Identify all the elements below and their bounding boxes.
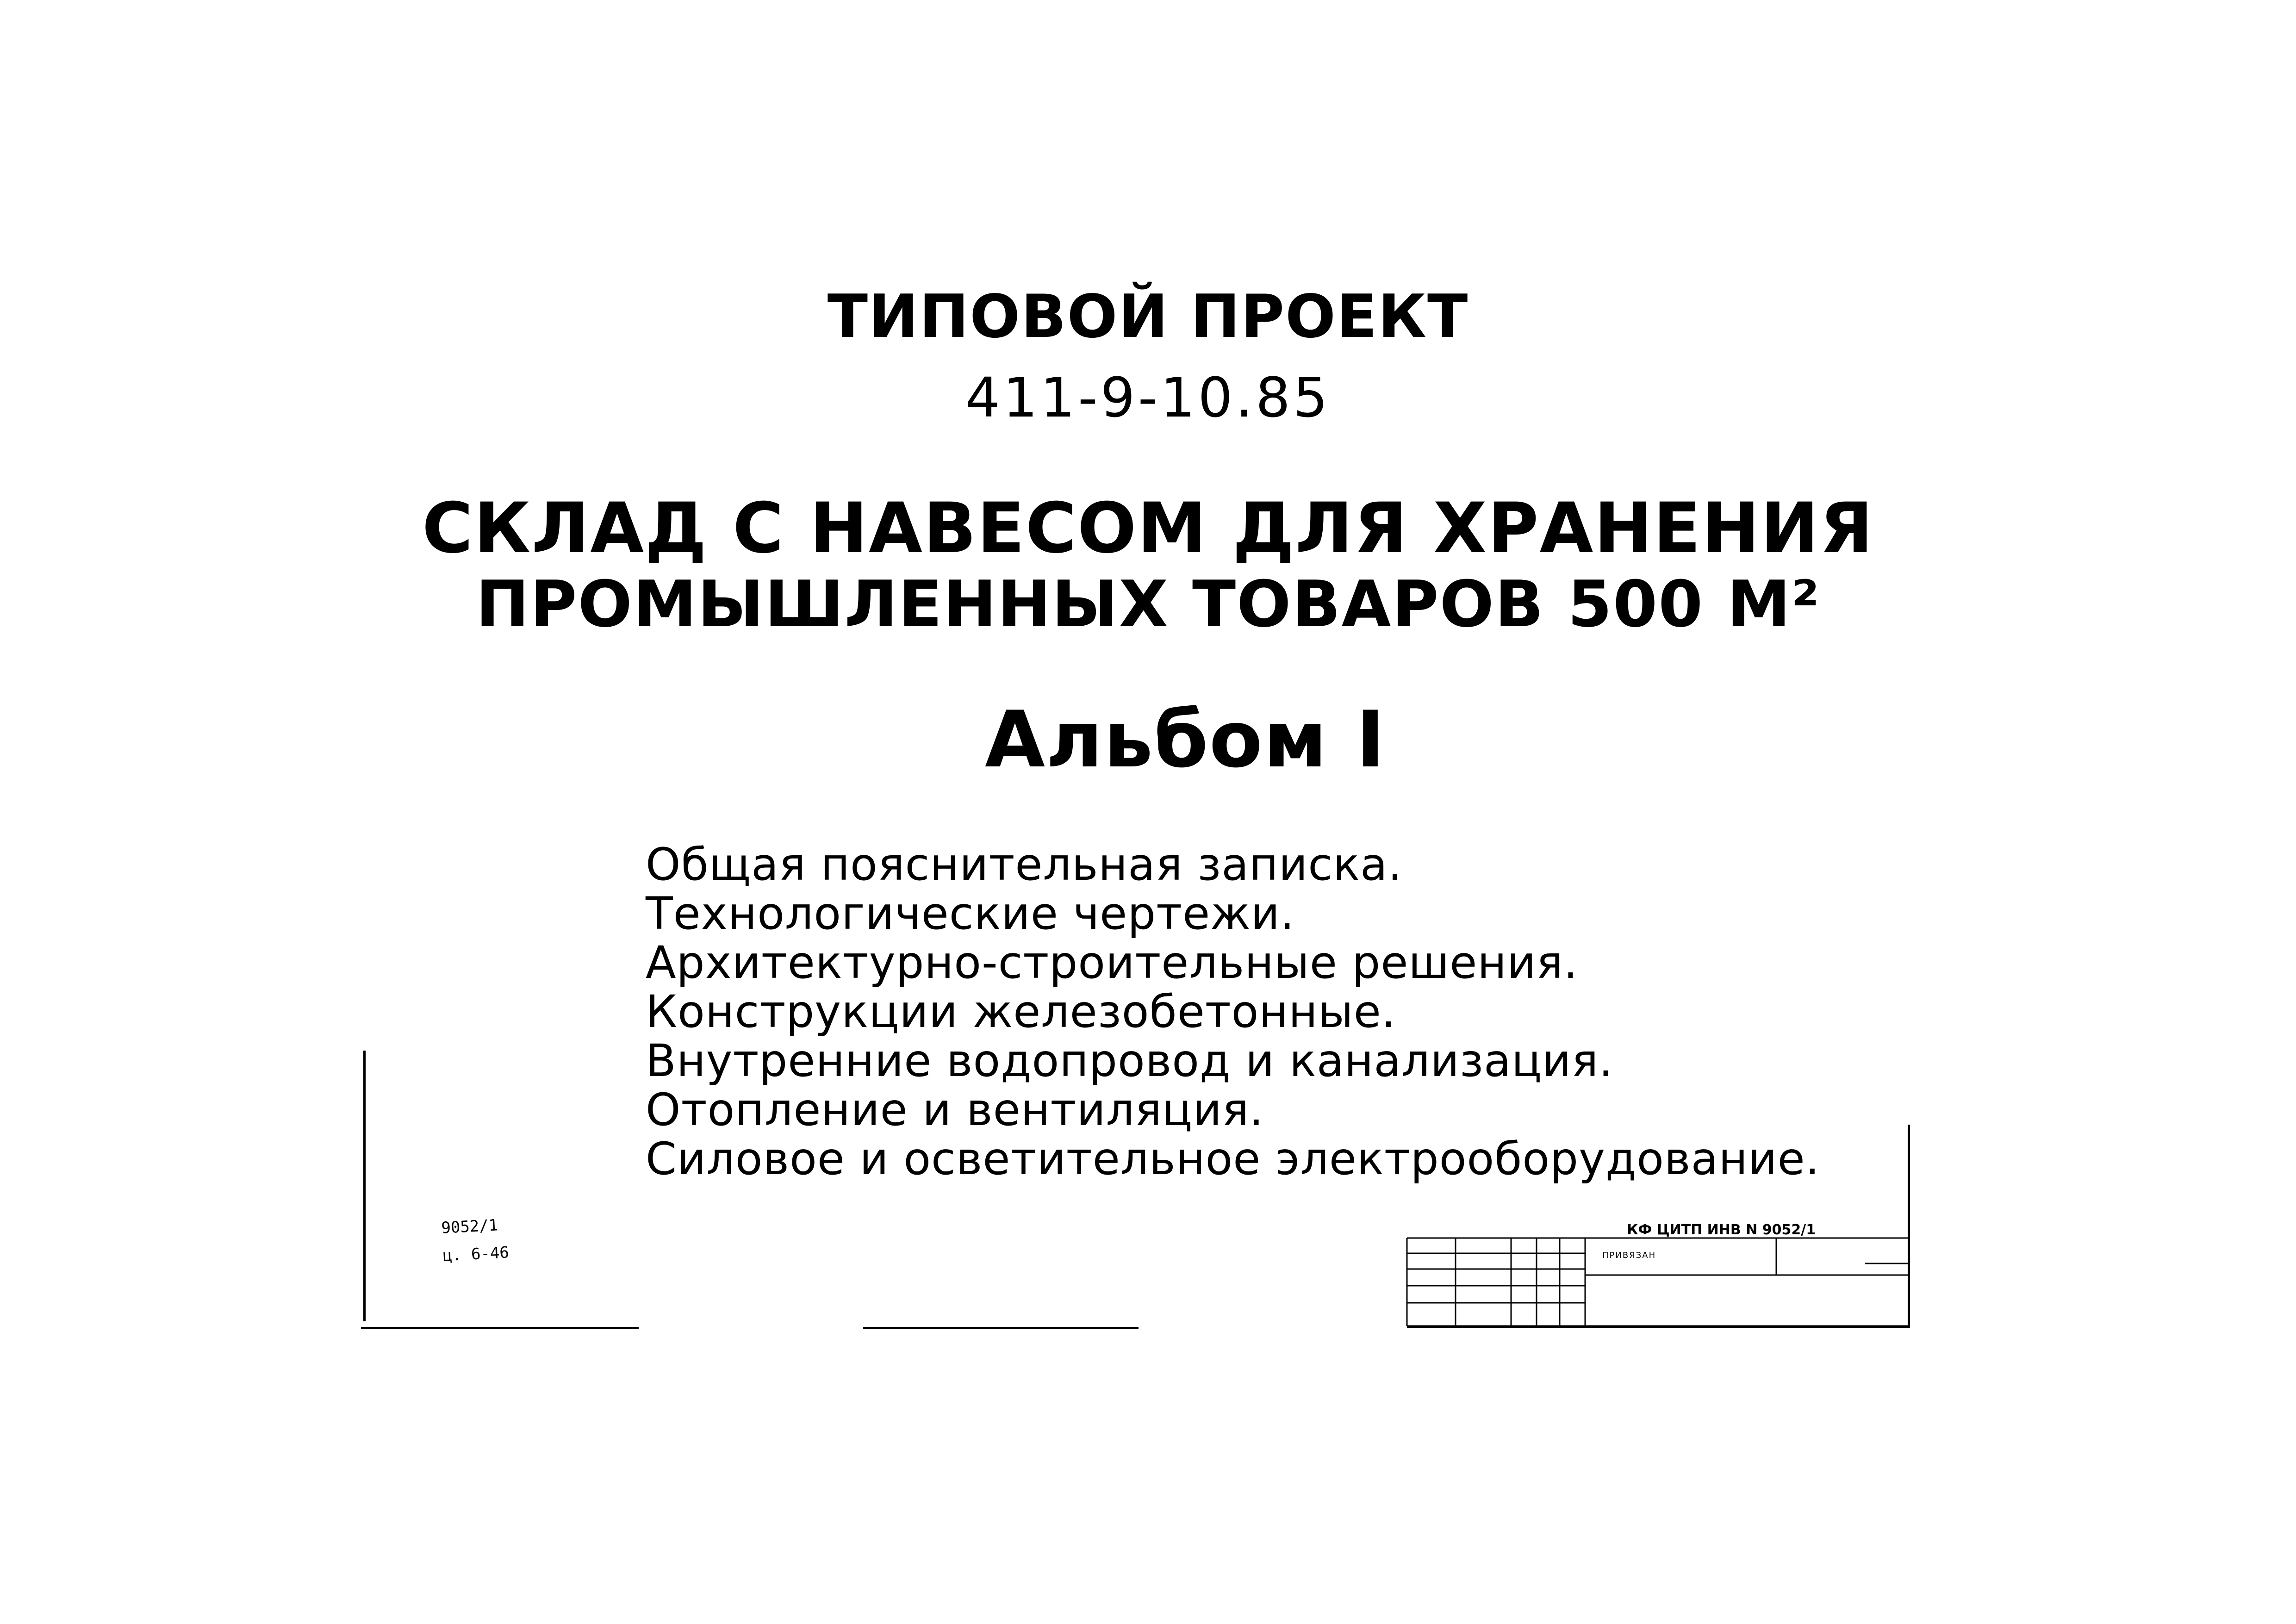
- contents-item: Технологические чертежи.: [646, 888, 1295, 940]
- handwritten-note-line-1: 9052/1: [441, 1216, 499, 1238]
- contents-item: Архитектурно-строительные решения.: [646, 937, 1578, 989]
- contents-item: Конструкции железобетонные.: [646, 986, 1396, 1038]
- document-series: ТИПОВОЙ ПРОЕКТ: [827, 282, 1469, 351]
- contents-item: Отопление и вентиляция.: [646, 1084, 1264, 1136]
- stamp-bound-label: ПРИВЯЗАН: [1602, 1251, 1656, 1260]
- contents-item: Внутренние водопровод и канализация.: [646, 1035, 1613, 1087]
- inventory-stamp: КФ ЦИТП ИНВ N 9052/1: [1627, 1222, 1816, 1238]
- contents-list: [646, 840, 1820, 1183]
- project-number: 411-9-10.85: [965, 366, 1331, 429]
- album-title: Альбом I: [985, 694, 1386, 785]
- frame-bottom-line-middle: [863, 1327, 1139, 1329]
- document-title-line-2: ПРОМЫШЛЕННЫХ ТОВАРОВ 500 М²: [475, 567, 1821, 641]
- document-title-line-1: СКЛАД С НАВЕСОМ ДЛЯ ХРАНЕНИЯ: [422, 488, 1874, 569]
- contents-item: Общая пояснительная записка.: [646, 839, 1403, 890]
- stamp-grid: [1402, 1236, 1911, 1331]
- frame-bottom-line-left: [361, 1327, 639, 1329]
- frame-left-border: [363, 1051, 366, 1321]
- handwritten-note-line-2: ц. 6-46: [442, 1243, 510, 1265]
- handwritten-note: [441, 1211, 510, 1269]
- contents-item: Силовое и осветительное электрооборудование.: [646, 1133, 1820, 1185]
